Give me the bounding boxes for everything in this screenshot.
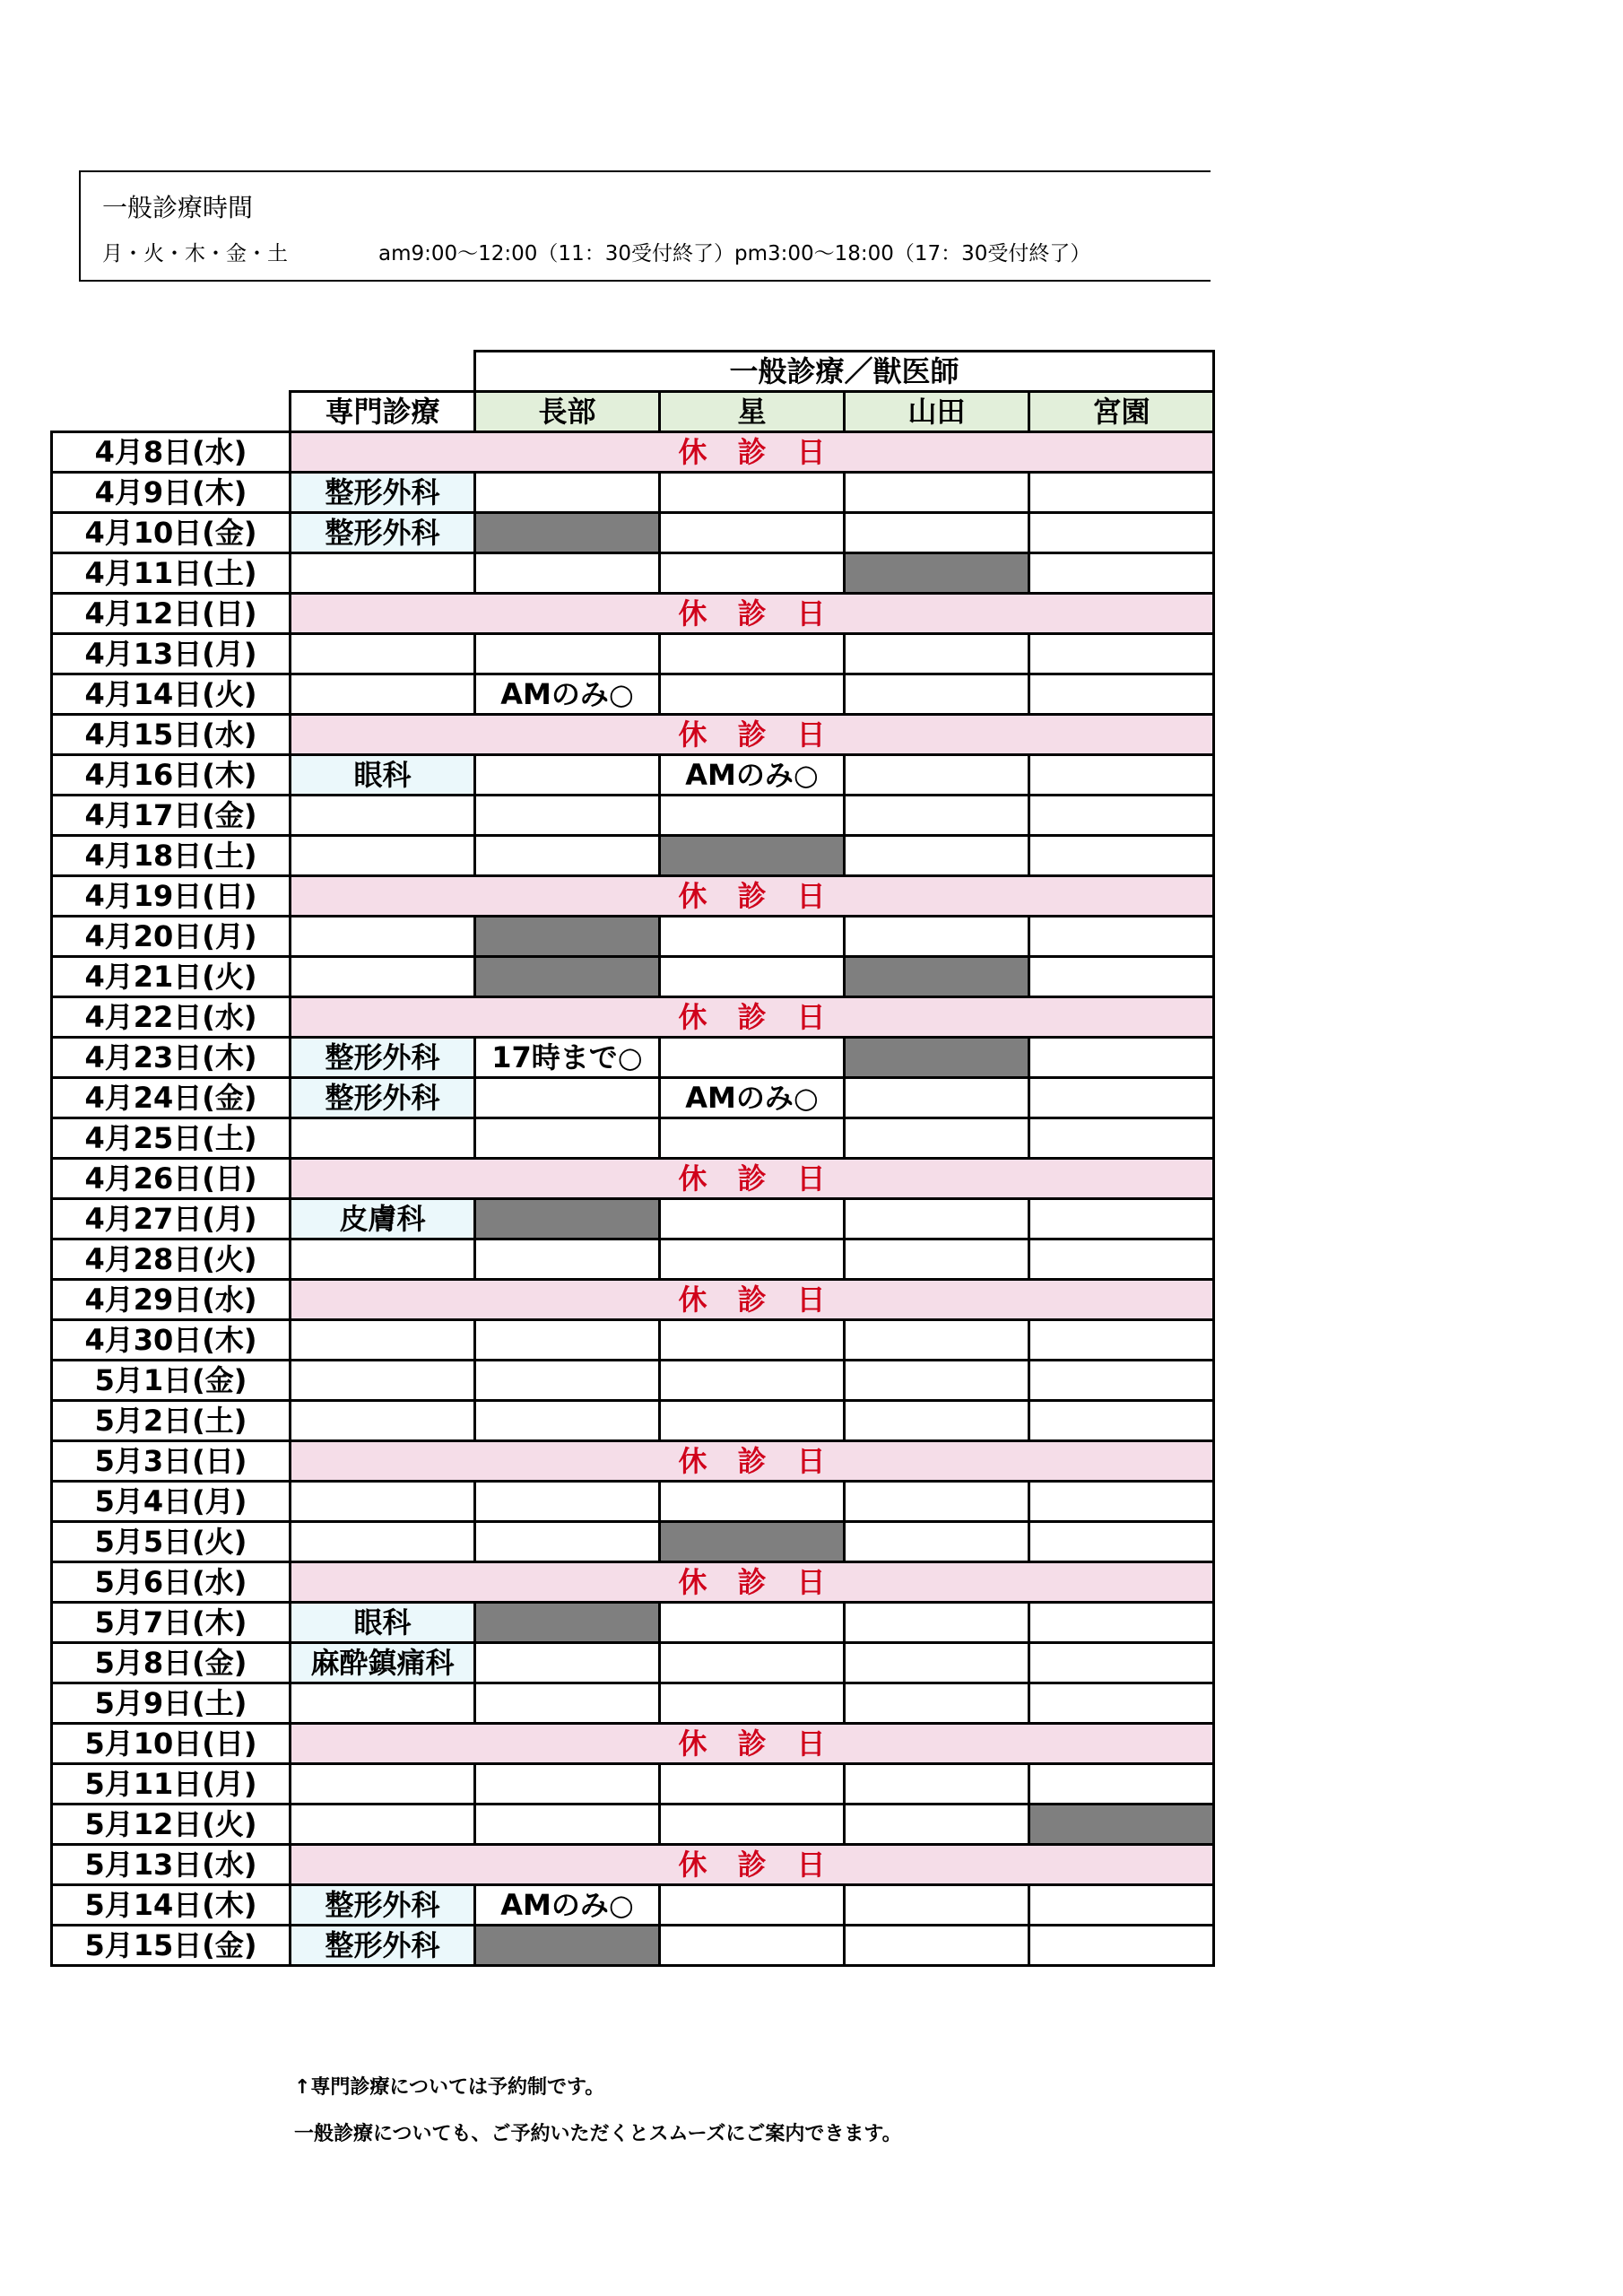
unavailable-cell [845, 1038, 1029, 1078]
vet-cell [1029, 836, 1214, 876]
specialty-cell: 眼科 [291, 1603, 475, 1643]
header-blank [291, 352, 475, 392]
vet-cell [845, 473, 1029, 513]
date-cell: 5月13日(水) [52, 1845, 291, 1885]
vet-cell [660, 1764, 845, 1805]
closed-char: 診 [737, 596, 767, 631]
closed-day-row [52, 1441, 1214, 1482]
schedule-row [52, 674, 1214, 715]
unavailable-cell [660, 1522, 845, 1562]
vet-cell [475, 473, 660, 513]
vet-cell [660, 1361, 845, 1401]
vet-cell [1029, 1320, 1214, 1361]
closed-char: 日 [796, 1283, 826, 1317]
vet-cell [475, 1118, 660, 1159]
specialty-cell [291, 1401, 475, 1441]
date-cell: 5月14日(木) [52, 1885, 291, 1926]
closed-char: 休 [678, 435, 707, 469]
closed-char: 診 [737, 1444, 767, 1478]
schedule-row [52, 634, 1214, 674]
specialty-cell [291, 1361, 475, 1401]
vet-cell [845, 1361, 1029, 1401]
closed-day-row [52, 1724, 1214, 1764]
vet-cell [1029, 755, 1214, 796]
closed-day-label [291, 432, 1214, 473]
closed-char: 診 [737, 1848, 767, 1882]
vet-cell [475, 1320, 660, 1361]
vet-cell [660, 473, 845, 513]
date-cell: 4月20日(月) [52, 917, 291, 957]
vet-cell [1029, 1239, 1214, 1280]
vet-cell [475, 1482, 660, 1522]
specialty-cell: 麻酔鎮痛科 [291, 1643, 475, 1683]
date-cell: 4月21日(火) [52, 957, 291, 997]
vet-cell [845, 1078, 1029, 1118]
closed-day-label [291, 1280, 1214, 1320]
schedule-row [52, 1885, 1214, 1926]
vet-cell [845, 1805, 1029, 1845]
closed-day-label [291, 1441, 1214, 1482]
vet-cell [1029, 1643, 1214, 1683]
closed-char: 日 [796, 1848, 826, 1882]
date-cell: 4月15日(水) [52, 715, 291, 755]
vet-cell [1029, 1401, 1214, 1441]
closed-day-row [52, 1845, 1214, 1885]
specialty-cell: 眼科 [291, 755, 475, 796]
date-cell: 5月1日(金) [52, 1361, 291, 1401]
closed-char: 診 [737, 435, 767, 469]
closed-char: 休 [678, 1726, 707, 1761]
date-cell: 4月10日(金) [52, 513, 291, 553]
schedule-row [52, 1239, 1214, 1280]
unavailable-cell [660, 836, 845, 876]
date-cell: 5月8日(金) [52, 1643, 291, 1683]
unavailable-cell [475, 1199, 660, 1239]
vet-cell [475, 1361, 660, 1401]
vet-cell [475, 1401, 660, 1441]
closed-char: 日 [796, 1161, 826, 1196]
closed-char: 日 [796, 1726, 826, 1761]
header-row-columns [52, 392, 1214, 432]
closed-char: 休 [678, 1444, 707, 1478]
date-cell: 4月24日(金) [52, 1078, 291, 1118]
schedule-row [52, 755, 1214, 796]
schedule-row [52, 1926, 1214, 1966]
date-cell: 4月27日(月) [52, 1199, 291, 1239]
vet-cell [845, 1482, 1029, 1522]
vet-cell [660, 796, 845, 836]
specialty-cell [291, 553, 475, 594]
vet-cell [475, 1643, 660, 1683]
schedule-row [52, 1643, 1214, 1683]
vet-cell [845, 1643, 1029, 1683]
schedule-row [52, 1683, 1214, 1724]
vet-cell [1029, 513, 1214, 553]
availability-note: AMのみ○ [660, 1078, 845, 1118]
closed-day-label [291, 594, 1214, 634]
date-cell: 4月29日(水) [52, 1280, 291, 1320]
date-cell: 4月16日(木) [52, 755, 291, 796]
unavailable-cell [845, 553, 1029, 594]
closed-day-label [291, 1845, 1214, 1885]
closed-day-label [291, 876, 1214, 917]
vet-cell [1029, 634, 1214, 674]
schedule-row [52, 1603, 1214, 1643]
vet-cell [1029, 1361, 1214, 1401]
vet-cell [660, 1401, 845, 1441]
vet-cell [660, 917, 845, 957]
closed-char: 休 [678, 1161, 707, 1196]
header-blank [52, 392, 291, 432]
specialty-cell [291, 1522, 475, 1562]
date-cell: 4月17日(金) [52, 796, 291, 836]
specialty-header: 専門診療 [291, 392, 475, 432]
schedule-row [52, 1118, 1214, 1159]
schedule-row [52, 836, 1214, 876]
specialty-cell [291, 1683, 475, 1724]
date-cell: 5月5日(火) [52, 1522, 291, 1562]
vet-cell [660, 1038, 845, 1078]
vet-cell [660, 1603, 845, 1643]
vet-cell [845, 634, 1029, 674]
unavailable-cell [475, 957, 660, 997]
closed-day-row [52, 997, 1214, 1038]
specialty-cell [291, 634, 475, 674]
date-cell: 5月4日(月) [52, 1482, 291, 1522]
specialty-cell [291, 1118, 475, 1159]
vet-cell [845, 1401, 1029, 1441]
vet-cell [1029, 1078, 1214, 1118]
schedule-row [52, 1361, 1214, 1401]
vet-cell [475, 1764, 660, 1805]
unavailable-cell [845, 957, 1029, 997]
date-cell: 5月6日(水) [52, 1562, 291, 1603]
vet-cell [475, 1239, 660, 1280]
schedule-row [52, 1320, 1214, 1361]
vet-cell [845, 1118, 1029, 1159]
unavailable-cell [475, 1603, 660, 1643]
schedule-row [52, 1522, 1214, 1562]
specialty-cell [291, 1482, 475, 1522]
date-cell: 4月28日(火) [52, 1239, 291, 1280]
availability-note: AMのみ○ [475, 674, 660, 715]
footnote-general: 一般診療についても、ご予約いただくとスムーズにご案内できます。 [294, 2123, 902, 2145]
vet-cell [1029, 1764, 1214, 1805]
specialty-cell: 皮膚科 [291, 1199, 475, 1239]
closed-day-label [291, 1724, 1214, 1764]
clinic-hours-box [79, 170, 1211, 282]
date-cell: 4月25日(土) [52, 1118, 291, 1159]
header-row-group [52, 352, 1214, 392]
date-cell: 4月26日(日) [52, 1159, 291, 1199]
closed-day-row [52, 876, 1214, 917]
closed-char: 日 [796, 435, 826, 469]
vet-cell [845, 1522, 1029, 1562]
closed-char: 休 [678, 1283, 707, 1317]
footnote-reservation: ↑専門診療については予約制です。 [294, 2076, 605, 2099]
date-cell: 4月19日(日) [52, 876, 291, 917]
vet-cell [845, 1199, 1029, 1239]
schedule-row [52, 957, 1214, 997]
closed-char: 診 [737, 879, 767, 913]
vet-header-yamada: 山田 [845, 392, 1029, 432]
date-cell: 4月14日(火) [52, 674, 291, 715]
vet-cell [475, 1805, 660, 1845]
schedule-row [52, 1199, 1214, 1239]
closed-day-row [52, 432, 1214, 473]
closed-char: 日 [796, 596, 826, 631]
availability-note: 17時まで○ [475, 1038, 660, 1078]
vet-cell [1029, 1926, 1214, 1966]
closed-char: 日 [796, 718, 826, 752]
closed-day-row [52, 594, 1214, 634]
vet-cell [1029, 1038, 1214, 1078]
vet-cell [660, 957, 845, 997]
date-cell: 4月11日(土) [52, 553, 291, 594]
vet-cell [1029, 1603, 1214, 1643]
date-cell: 5月15日(金) [52, 1926, 291, 1966]
closed-char: 休 [678, 718, 707, 752]
schedule-row [52, 1764, 1214, 1805]
schedule-table [50, 350, 1215, 1967]
availability-note: AMのみ○ [660, 755, 845, 796]
vet-cell [1029, 553, 1214, 594]
closed-day-label [291, 997, 1214, 1038]
vet-cell [1029, 1199, 1214, 1239]
closed-day-row [52, 1562, 1214, 1603]
vet-cell [845, 755, 1029, 796]
schedule-row [52, 917, 1214, 957]
specialty-cell [291, 796, 475, 836]
vet-header-miyazono: 宮園 [1029, 392, 1214, 432]
specialty-cell [291, 917, 475, 957]
vet-cell [660, 1482, 845, 1522]
specialty-cell: 整形外科 [291, 1885, 475, 1926]
vet-cell [660, 1239, 845, 1280]
closed-char: 休 [678, 879, 707, 913]
vet-cell [1029, 1118, 1214, 1159]
vet-cell [1029, 917, 1214, 957]
schedule-row [52, 1038, 1214, 1078]
vet-cell [1029, 1482, 1214, 1522]
vet-cell [475, 836, 660, 876]
date-cell: 5月10日(日) [52, 1724, 291, 1764]
schedule-row [52, 553, 1214, 594]
closed-char: 日 [796, 1565, 826, 1599]
vet-cell [1029, 1683, 1214, 1724]
vet-cell [845, 1239, 1029, 1280]
date-cell: 5月9日(土) [52, 1683, 291, 1724]
vet-cell [660, 1199, 845, 1239]
unavailable-cell [475, 917, 660, 957]
closed-day-row [52, 1159, 1214, 1199]
date-cell: 4月18日(土) [52, 836, 291, 876]
vet-cell [660, 1643, 845, 1683]
closed-char: 休 [678, 1000, 707, 1034]
vet-cell [845, 674, 1029, 715]
closed-day-row [52, 715, 1214, 755]
date-cell: 4月23日(木) [52, 1038, 291, 1078]
unavailable-cell [475, 513, 660, 553]
vet-cell [845, 1926, 1029, 1966]
vet-cell [660, 1926, 845, 1966]
closed-day-label [291, 715, 1214, 755]
schedule-row [52, 1805, 1214, 1845]
closed-char: 診 [737, 1565, 767, 1599]
closed-char: 休 [678, 1565, 707, 1599]
vet-cell [660, 553, 845, 594]
date-cell: 4月30日(木) [52, 1320, 291, 1361]
vet-cell [475, 634, 660, 674]
vet-cell [660, 1805, 845, 1845]
closed-day-label [291, 1562, 1214, 1603]
vet-cell [845, 1603, 1029, 1643]
closed-day-row [52, 1280, 1214, 1320]
specialty-cell: 整形外科 [291, 473, 475, 513]
date-cell: 4月8日(水) [52, 432, 291, 473]
vet-cell [845, 917, 1029, 957]
closed-char: 診 [737, 1283, 767, 1317]
closed-day-label [291, 1159, 1214, 1199]
closed-char: 日 [796, 879, 826, 913]
availability-note: AMのみ○ [475, 1885, 660, 1926]
specialty-cell: 整形外科 [291, 1038, 475, 1078]
vet-cell [1029, 796, 1214, 836]
closed-char: 休 [678, 596, 707, 631]
vet-cell [475, 755, 660, 796]
vet-cell [475, 1078, 660, 1118]
vet-cell [845, 1885, 1029, 1926]
date-cell: 5月2日(土) [52, 1401, 291, 1441]
header-blank [52, 352, 291, 392]
clinic-hours-days: 月・火・木・金・土 [102, 242, 288, 265]
clinic-hours-title: 一般診療時間 [102, 193, 254, 222]
date-cell: 5月11日(月) [52, 1764, 291, 1805]
vet-cell [1029, 473, 1214, 513]
vet-cell [845, 836, 1029, 876]
vet-cell [1029, 1522, 1214, 1562]
closed-char: 日 [796, 1000, 826, 1034]
vet-cell [660, 674, 845, 715]
vet-header-hoshi: 星 [660, 392, 845, 432]
schedule-row [52, 1078, 1214, 1118]
date-cell: 5月12日(火) [52, 1805, 291, 1845]
specialty-cell [291, 1764, 475, 1805]
vet-cell [475, 1683, 660, 1724]
vet-cell [660, 513, 845, 553]
specialty-cell [291, 836, 475, 876]
vet-header-osabe: 長部 [475, 392, 660, 432]
specialty-cell: 整形外科 [291, 1078, 475, 1118]
vet-cell [660, 634, 845, 674]
schedule-row [52, 796, 1214, 836]
general-vet-header: 一般診療／獣医師 [475, 352, 1214, 392]
specialty-cell: 整形外科 [291, 1926, 475, 1966]
vet-cell [660, 1118, 845, 1159]
vet-cell [845, 796, 1029, 836]
schedule-row [52, 473, 1214, 513]
vet-cell [845, 513, 1029, 553]
vet-cell [660, 1320, 845, 1361]
vet-cell [475, 553, 660, 594]
date-cell: 4月22日(水) [52, 997, 291, 1038]
vet-cell [660, 1885, 845, 1926]
schedule-row [52, 1401, 1214, 1441]
vet-cell [475, 1522, 660, 1562]
vet-cell [475, 796, 660, 836]
vet-cell [1029, 1885, 1214, 1926]
vet-cell [845, 1764, 1029, 1805]
date-cell: 4月9日(木) [52, 473, 291, 513]
closed-char: 診 [737, 718, 767, 752]
vet-cell [845, 1683, 1029, 1724]
vet-cell [1029, 957, 1214, 997]
closed-char: 日 [796, 1444, 826, 1478]
clinic-hours-times: am9:00～12:00（11：30受付終了）pm3:00～18:00（17：30受付終了） [378, 242, 1091, 265]
closed-char: 診 [737, 1726, 767, 1761]
specialty-cell [291, 1805, 475, 1845]
specialty-cell: 整形外科 [291, 513, 475, 553]
specialty-cell [291, 957, 475, 997]
closed-char: 休 [678, 1848, 707, 1882]
closed-char: 診 [737, 1000, 767, 1034]
unavailable-cell [1029, 1805, 1214, 1845]
vet-cell [660, 1683, 845, 1724]
date-cell: 4月12日(日) [52, 594, 291, 634]
specialty-cell [291, 674, 475, 715]
specialty-cell [291, 1320, 475, 1361]
vet-cell [1029, 674, 1214, 715]
date-cell: 5月7日(木) [52, 1603, 291, 1643]
schedule-row [52, 513, 1214, 553]
schedule-row [52, 1482, 1214, 1522]
unavailable-cell [475, 1926, 660, 1966]
date-cell: 4月13日(月) [52, 634, 291, 674]
date-cell: 5月3日(日) [52, 1441, 291, 1482]
vet-cell [845, 1320, 1029, 1361]
specialty-cell [291, 1239, 475, 1280]
closed-char: 診 [737, 1161, 767, 1196]
